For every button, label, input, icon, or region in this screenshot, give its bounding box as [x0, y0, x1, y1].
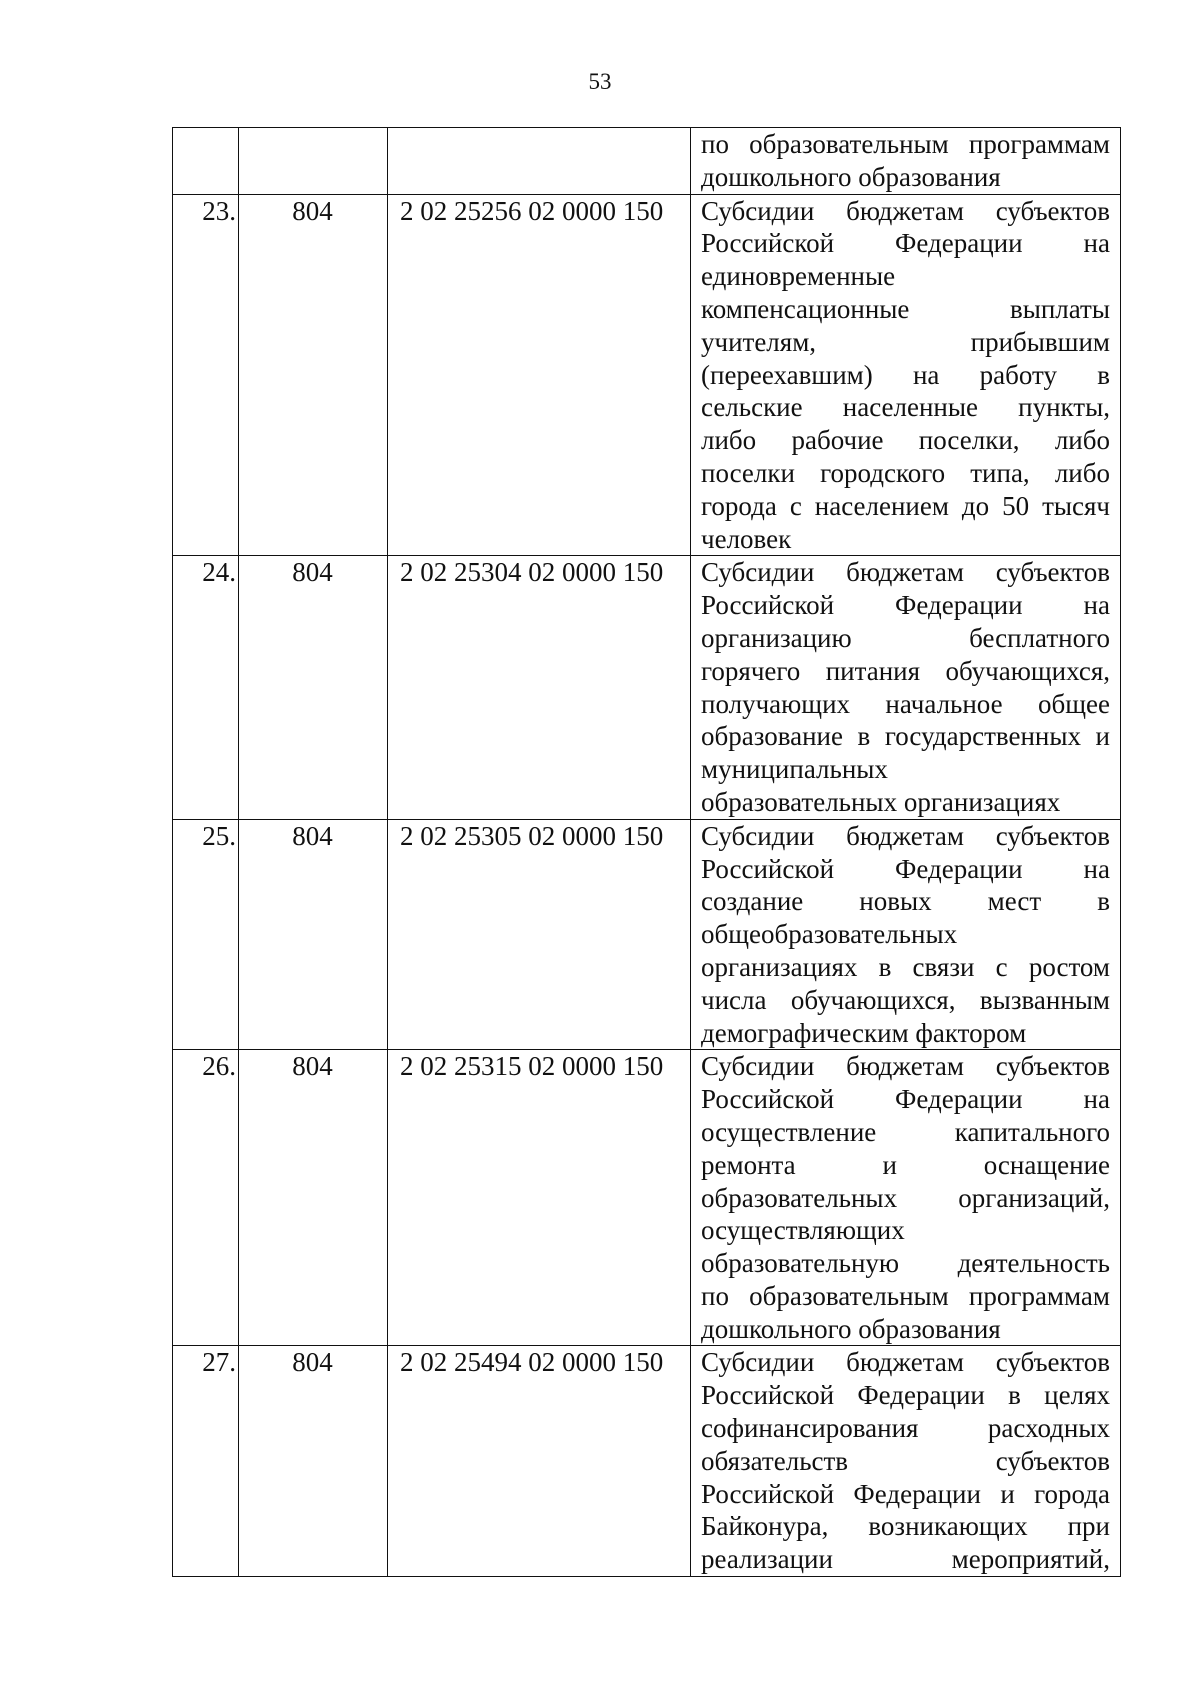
revenue-name-line: Субсидии бюджетам субъектов: [701, 195, 1110, 226]
row-number: 24.: [173, 556, 239, 819]
revenue-name-line: муниципальных: [701, 754, 888, 785]
table-row: [173, 556, 1121, 819]
revenue-name-line: образовательных организациях: [701, 786, 1061, 817]
admin-code: [239, 128, 388, 195]
budget-classification-code: [388, 128, 691, 195]
revenue-name-line: ремонта и оснащение: [701, 1149, 1110, 1180]
revenue-name-line: общеобразовательных: [701, 919, 958, 950]
table-row: [173, 128, 1121, 195]
row-number: 26.: [173, 1050, 239, 1346]
revenue-name-line: образовательных организаций,: [701, 1182, 1110, 1213]
admin-code: 804: [239, 194, 388, 556]
row-number: [173, 128, 239, 195]
revenue-name-line: сельские населенные пункты,: [701, 392, 1110, 423]
admin-code: 804: [239, 1346, 388, 1577]
revenue-name-line: поселки городского типа, либо: [701, 457, 1110, 488]
revenue-name-line: Субсидии бюджетам субъектов: [701, 820, 1110, 851]
revenue-name: [691, 1346, 1121, 1577]
revenue-name-line: осуществляющих: [701, 1215, 905, 1246]
revenue-name-line: человек: [701, 523, 792, 554]
budget-classification-code: 2 02 25315 02 0000 150: [388, 1050, 691, 1346]
table-row: [173, 819, 1121, 1050]
revenue-name-line: дошкольного образования: [701, 161, 1001, 192]
budget-classification-code: 2 02 25256 02 0000 150: [388, 194, 691, 556]
revenue-name-line: учителям, прибывшим: [701, 326, 1110, 357]
revenue-name-line: города с населением до 50 тысяч: [701, 490, 1110, 521]
revenue-name-line: единовременные: [701, 261, 896, 292]
revenue-name-line: обязательств субъектов: [701, 1445, 1110, 1476]
revenue-name-line: образование в государственных и: [701, 721, 1110, 752]
revenue-name-line: Субсидии бюджетам субъектов: [701, 557, 1110, 588]
revenue-name-line: организацию бесплатного: [701, 622, 1110, 653]
revenue-name-line: организациях в связи с ростом: [701, 951, 1110, 982]
budget-code-table: [172, 127, 1121, 1577]
page-number: 53: [588, 69, 612, 94]
revenue-name-line: осуществление капитального: [701, 1116, 1110, 1147]
table-body: [173, 128, 1121, 1577]
revenue-name-line: числа обучающихся, вызванным: [701, 984, 1110, 1015]
revenue-name-line: либо рабочие поселки, либо: [701, 425, 1110, 456]
revenue-name-line: создание новых мест в: [701, 886, 1110, 917]
budget-classification-code: 2 02 25494 02 0000 150: [388, 1346, 691, 1577]
table-row: [173, 1346, 1121, 1577]
revenue-name-line: Субсидии бюджетам субъектов: [701, 1347, 1110, 1378]
admin-code: 804: [239, 1050, 388, 1346]
revenue-name-line: демографическим фактором: [701, 1017, 1027, 1048]
revenue-name-line: софинансирования расходных: [701, 1413, 1110, 1444]
row-number: 25.: [173, 819, 239, 1050]
revenue-name: [691, 1050, 1121, 1346]
revenue-name: [691, 194, 1121, 556]
revenue-name-line: реализации мероприятий,: [701, 1544, 1110, 1575]
revenue-name-line: горячего питания обучающихся,: [701, 655, 1110, 686]
admin-code: 804: [239, 556, 388, 819]
revenue-name-line: получающих начальное общее: [701, 688, 1110, 719]
table-row: [173, 194, 1121, 556]
table-row: [173, 1050, 1121, 1346]
row-number: 27.: [173, 1346, 239, 1577]
revenue-name-line: Российской Федерации в целях: [701, 1380, 1110, 1411]
revenue-name-line: Российской Федерации на: [701, 853, 1110, 884]
revenue-name-line: Российской Федерации и города: [701, 1478, 1110, 1509]
budget-classification-code: 2 02 25305 02 0000 150: [388, 819, 691, 1050]
revenue-name-line: образовательную деятельность: [701, 1248, 1110, 1279]
revenue-name-line: дошкольного образования: [701, 1313, 1001, 1344]
revenue-name-line: Байконура, возникающих при: [701, 1511, 1110, 1542]
revenue-name-line: Субсидии бюджетам субъектов: [701, 1051, 1110, 1082]
revenue-name-line: по образовательным программам: [701, 1280, 1110, 1311]
revenue-name-line: Российской Федерации на: [701, 1084, 1110, 1115]
admin-code: 804: [239, 819, 388, 1050]
budget-classification-code: 2 02 25304 02 0000 150: [388, 556, 691, 819]
revenue-name: [691, 128, 1121, 195]
revenue-name-line: Российской Федерации на: [701, 228, 1110, 259]
revenue-name-line: Российской Федерации на: [701, 590, 1110, 621]
revenue-name: [691, 556, 1121, 819]
row-number: 23.: [173, 194, 239, 556]
revenue-name: [691, 819, 1121, 1050]
revenue-name-line: (переехавшим) на работу в: [701, 359, 1110, 390]
revenue-name-line: компенсационные выплаты: [701, 293, 1110, 324]
revenue-name-line: по образовательным программам: [701, 129, 1110, 159]
